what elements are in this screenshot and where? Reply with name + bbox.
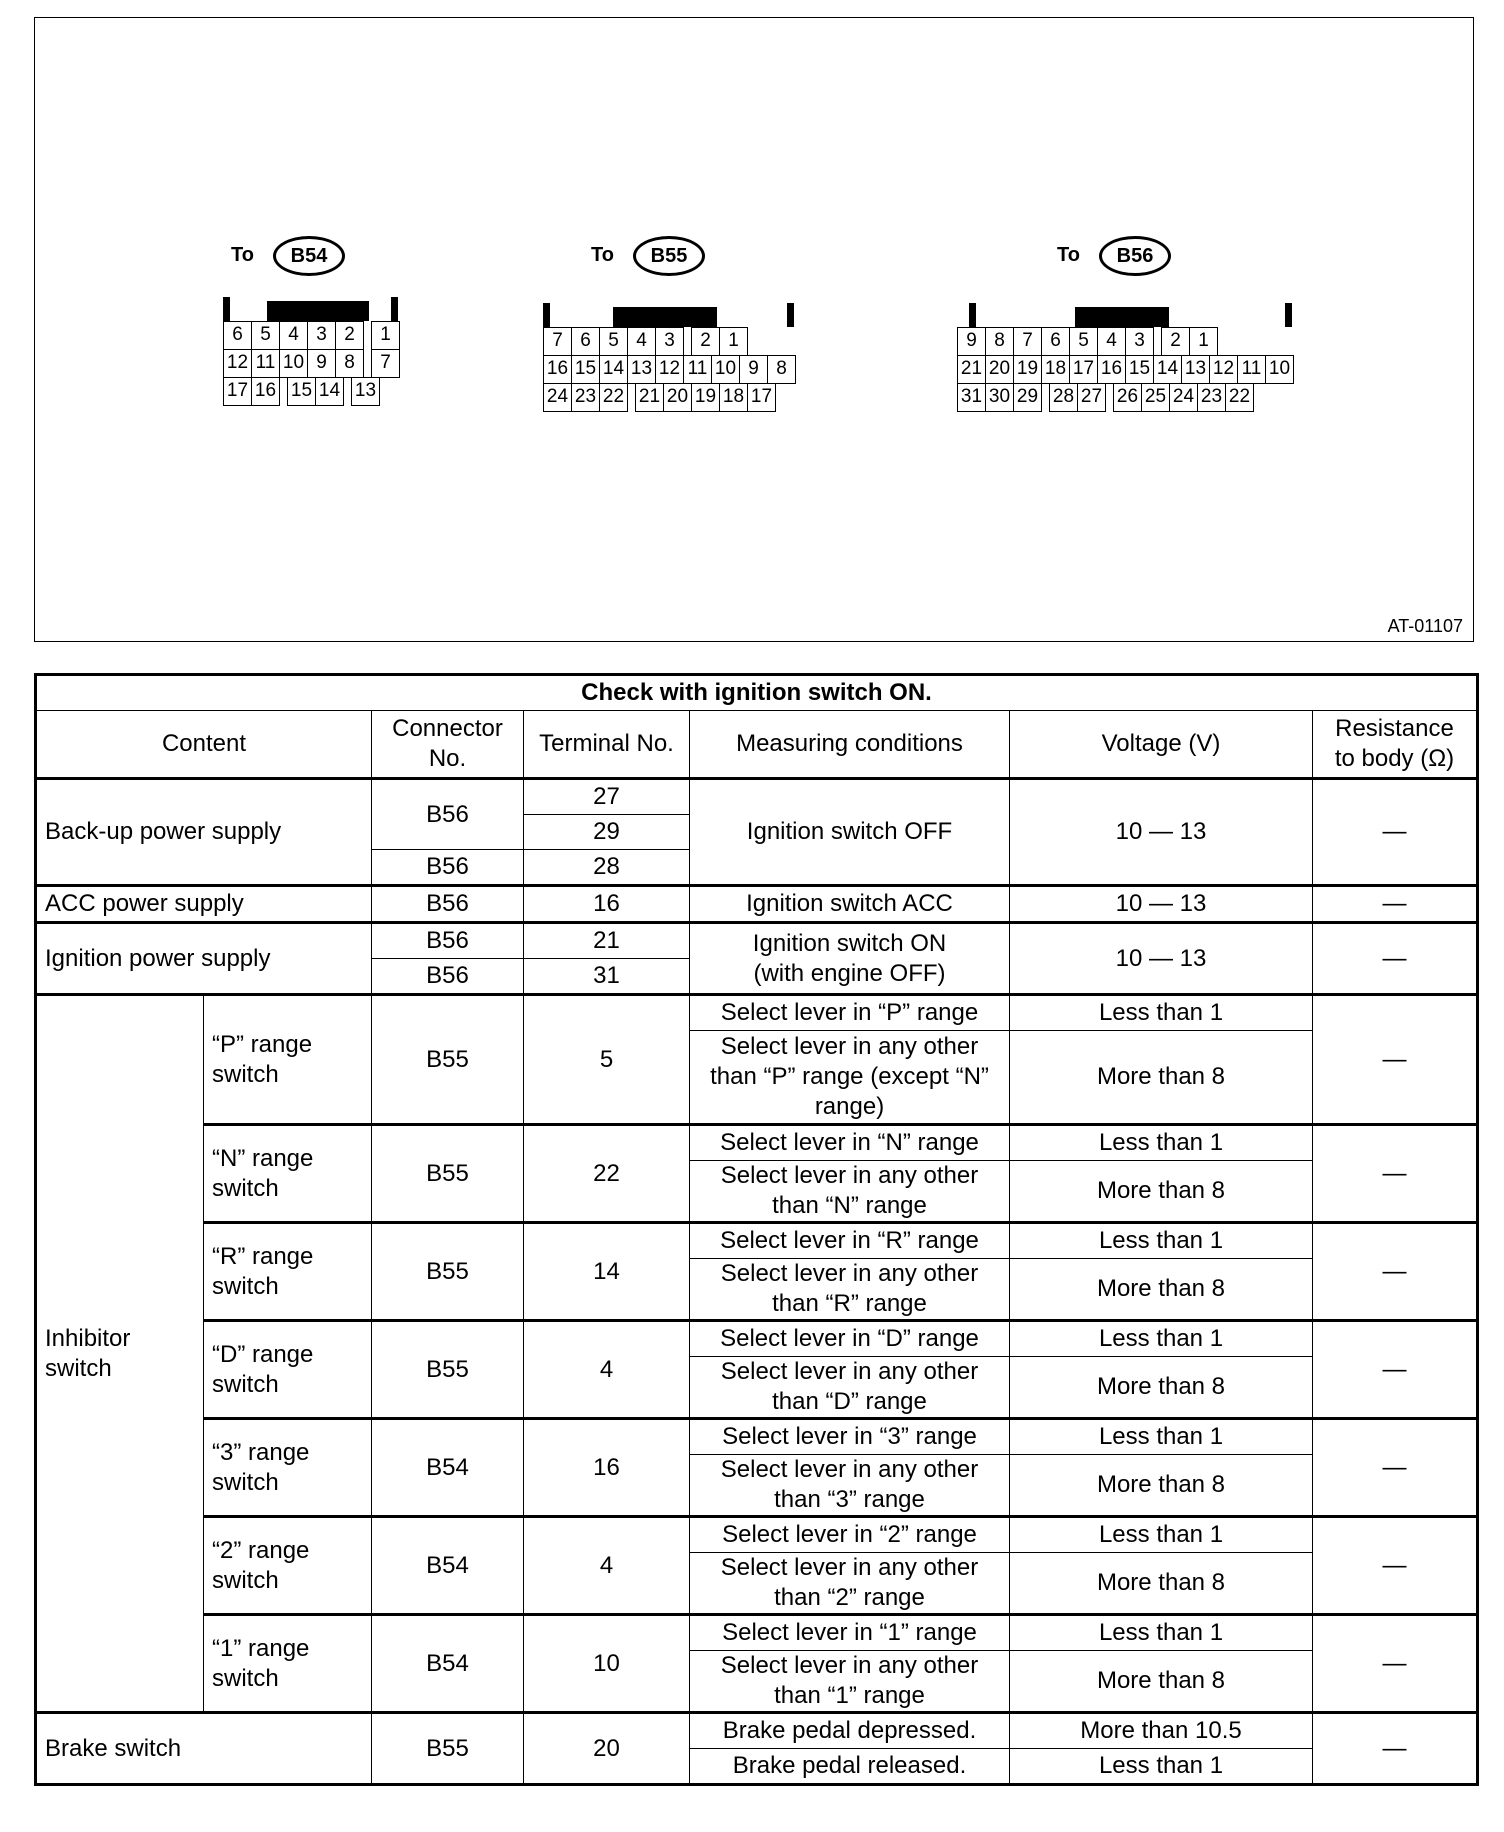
connector-figure (34, 17, 1474, 642)
table-row: Select lever in any other than “N” range More than 8 (36, 1161, 1478, 1223)
pin-b56-12: 12 (1209, 355, 1238, 384)
connector-edge-right (1285, 303, 1292, 327)
pin-b54-3: 3 (307, 321, 336, 350)
pin-b55-14: 14 (599, 355, 628, 384)
pin-b56-10: 10 (1265, 355, 1294, 384)
pin-b56-16: 16 (1097, 355, 1126, 384)
pin-b56-1: 1 (1189, 327, 1218, 356)
pin-b55-12: 12 (655, 355, 684, 384)
pin-b54-8: 8 (335, 349, 364, 378)
connector-latch (267, 301, 369, 321)
pin-b56-2: 2 (1161, 327, 1190, 356)
pin-b56-9: 9 (957, 327, 986, 356)
table-row: Ignition power supply B56 21 Ignition switch ON (with engine OFF) 10 — 13 — (36, 923, 1478, 959)
connector-edge-left (223, 297, 230, 321)
table-row: “R” range switch B55 14 Select lever in “R” range Less than 1 — (36, 1223, 1478, 1259)
pin-b56-20: 20 (985, 355, 1014, 384)
pin-b55-16: 16 (543, 355, 572, 384)
pin-b56-21: 21 (957, 355, 986, 384)
pin-b54-15: 15 (287, 377, 316, 406)
pin-b56-3: 3 (1125, 327, 1154, 356)
connector-edge-right (787, 303, 794, 327)
table-row: ACC power supply B56 16 Ignition switch ACC 10 — 13 — (36, 886, 1478, 923)
table-row: Back-up power supply B56 27 Ignition switch OFF 10 — 13 — (36, 779, 1478, 815)
table-title: Check with ignition switch ON. (36, 675, 1478, 711)
pin-b56-7: 7 (1013, 327, 1042, 356)
pin-b55-24: 24 (543, 383, 572, 412)
pin-b56-17: 17 (1069, 355, 1098, 384)
pin-b55-17: 17 (747, 383, 776, 412)
pin-b56-5: 5 (1069, 327, 1098, 356)
table-row: Brake pedal released. Less than 1 (36, 1749, 1478, 1785)
to-label: To (231, 244, 254, 266)
pin-b56-6: 6 (1041, 327, 1070, 356)
table-row: B56 28 (36, 850, 1478, 886)
to-label: To (591, 244, 614, 266)
pin-b55-10: 10 (711, 355, 740, 384)
pin-b56-24: 24 (1169, 383, 1198, 412)
table-row: Select lever in any other than “R” range More than 8 (36, 1259, 1478, 1321)
table-row: “1” range switch B54 10 Select lever in “1” range Less than 1 — (36, 1615, 1478, 1651)
table-row: Select lever in any other than “1” range More than 8 (36, 1651, 1478, 1713)
pin-b54-11: 11 (251, 349, 280, 378)
pin-b56-29: 29 (1013, 383, 1042, 412)
table-row: Select lever in any other than “D” range More than 8 (36, 1357, 1478, 1419)
table-row: Inhibitor switch “P” range switch B55 5 Select lever in “P” range Less than 1 — (36, 995, 1478, 1031)
pin-b55-4: 4 (627, 327, 656, 356)
pin-b56-31: 31 (957, 383, 986, 412)
pin-b56-4: 4 (1097, 327, 1126, 356)
header-connector: Connector No. (372, 711, 524, 779)
table-row: “N” range switch B55 22 Select lever in “N” range Less than 1 — (36, 1125, 1478, 1161)
pin-b55-19: 19 (691, 383, 720, 412)
pin-b56-27: 27 (1077, 383, 1106, 412)
table-row: Select lever in any other than “P” range (except “N” range) More than 8 (36, 1031, 1478, 1125)
pin-b56-23: 23 (1197, 383, 1226, 412)
pin-b54-6: 6 (223, 321, 252, 350)
table-row: Brake switch B55 20 Brake pedal depressed. More than 10.5 — (36, 1713, 1478, 1749)
table-row: “D” range switch B55 4 Select lever in “D” range Less than 1 — (36, 1321, 1478, 1357)
header-conditions: Measuring conditions (690, 711, 1010, 779)
table-row: 29 (36, 815, 1478, 850)
pin-b54-4: 4 (279, 321, 308, 350)
pin-b55-21: 21 (635, 383, 664, 412)
pin-b56-15: 15 (1125, 355, 1154, 384)
pin-b55-7: 7 (543, 327, 572, 356)
pin-b54-14: 14 (315, 377, 344, 406)
pin-b55-23: 23 (571, 383, 600, 412)
pin-b56-22: 22 (1225, 383, 1254, 412)
inhibitor-switch-label: Inhibitor switch (36, 995, 204, 1713)
pin-b55-8: 8 (767, 355, 796, 384)
pin-b54-16: 16 (251, 377, 280, 406)
pin-b55-2: 2 (691, 327, 720, 356)
pin-b55-20: 20 (663, 383, 692, 412)
to-label: To (1057, 244, 1080, 266)
connector-latch (613, 307, 717, 327)
pin-b55-18: 18 (719, 383, 748, 412)
figure-id: AT-01107 (1387, 616, 1463, 636)
pin-b56-14: 14 (1153, 355, 1182, 384)
pin-b54-2: 2 (335, 321, 364, 350)
connector-edge-right (391, 297, 398, 321)
pin-b54-17: 17 (223, 377, 252, 406)
table-row: “3” range switch B54 16 Select lever in “3” range Less than 1 — (36, 1419, 1478, 1455)
pin-b54-13: 13 (351, 377, 380, 406)
pin-b55-11: 11 (683, 355, 712, 384)
pin-b54-12: 12 (223, 349, 252, 378)
check-table (34, 673, 1479, 1786)
table-row: Select lever in any other than “2” range More than 8 (36, 1553, 1478, 1615)
pin-b56-19: 19 (1013, 355, 1042, 384)
pin-b56-25: 25 (1141, 383, 1170, 412)
pin-b56-26: 26 (1113, 383, 1142, 412)
pin-b55-6: 6 (571, 327, 600, 356)
pin-b56-18: 18 (1041, 355, 1070, 384)
connector-name-oval: B56 (1099, 236, 1171, 276)
pin-b56-28: 28 (1049, 383, 1078, 412)
pin-b55-5: 5 (599, 327, 628, 356)
connector-edge-left (969, 303, 976, 327)
connector-name-oval: B55 (633, 236, 705, 276)
pin-b56-8: 8 (985, 327, 1014, 356)
pin-b55-15: 15 (571, 355, 600, 384)
connector-latch (1075, 307, 1169, 327)
connector-edge-left (543, 303, 550, 327)
pin-b55-9: 9 (739, 355, 768, 384)
connector-name-oval: B54 (273, 236, 345, 276)
pin-b55-13: 13 (627, 355, 656, 384)
pin-b54-7: 7 (371, 349, 400, 378)
pin-b55-3: 3 (655, 327, 684, 356)
pin-b54-9: 9 (307, 349, 336, 378)
pin-b54-1: 1 (371, 321, 400, 350)
pin-b55-22: 22 (599, 383, 628, 412)
header-voltage: Voltage (V) (1010, 711, 1313, 779)
header-resistance: Resistance to body (Ω) (1313, 711, 1478, 779)
table-row: “2” range switch B54 4 Select lever in “2” range Less than 1 — (36, 1517, 1478, 1553)
header-terminal: Terminal No. (524, 711, 690, 779)
pin-b56-30: 30 (985, 383, 1014, 412)
pin-b54-5: 5 (251, 321, 280, 350)
table-row: Select lever in any other than “3” range More than 8 (36, 1455, 1478, 1517)
pin-b54-10: 10 (279, 349, 308, 378)
pin-b56-13: 13 (1181, 355, 1210, 384)
pin-b56-11: 11 (1237, 355, 1266, 384)
table-row: B56 31 (36, 959, 1478, 995)
header-content: Content (36, 711, 372, 779)
header-row (36, 711, 1478, 779)
pin-b55-1: 1 (719, 327, 748, 356)
